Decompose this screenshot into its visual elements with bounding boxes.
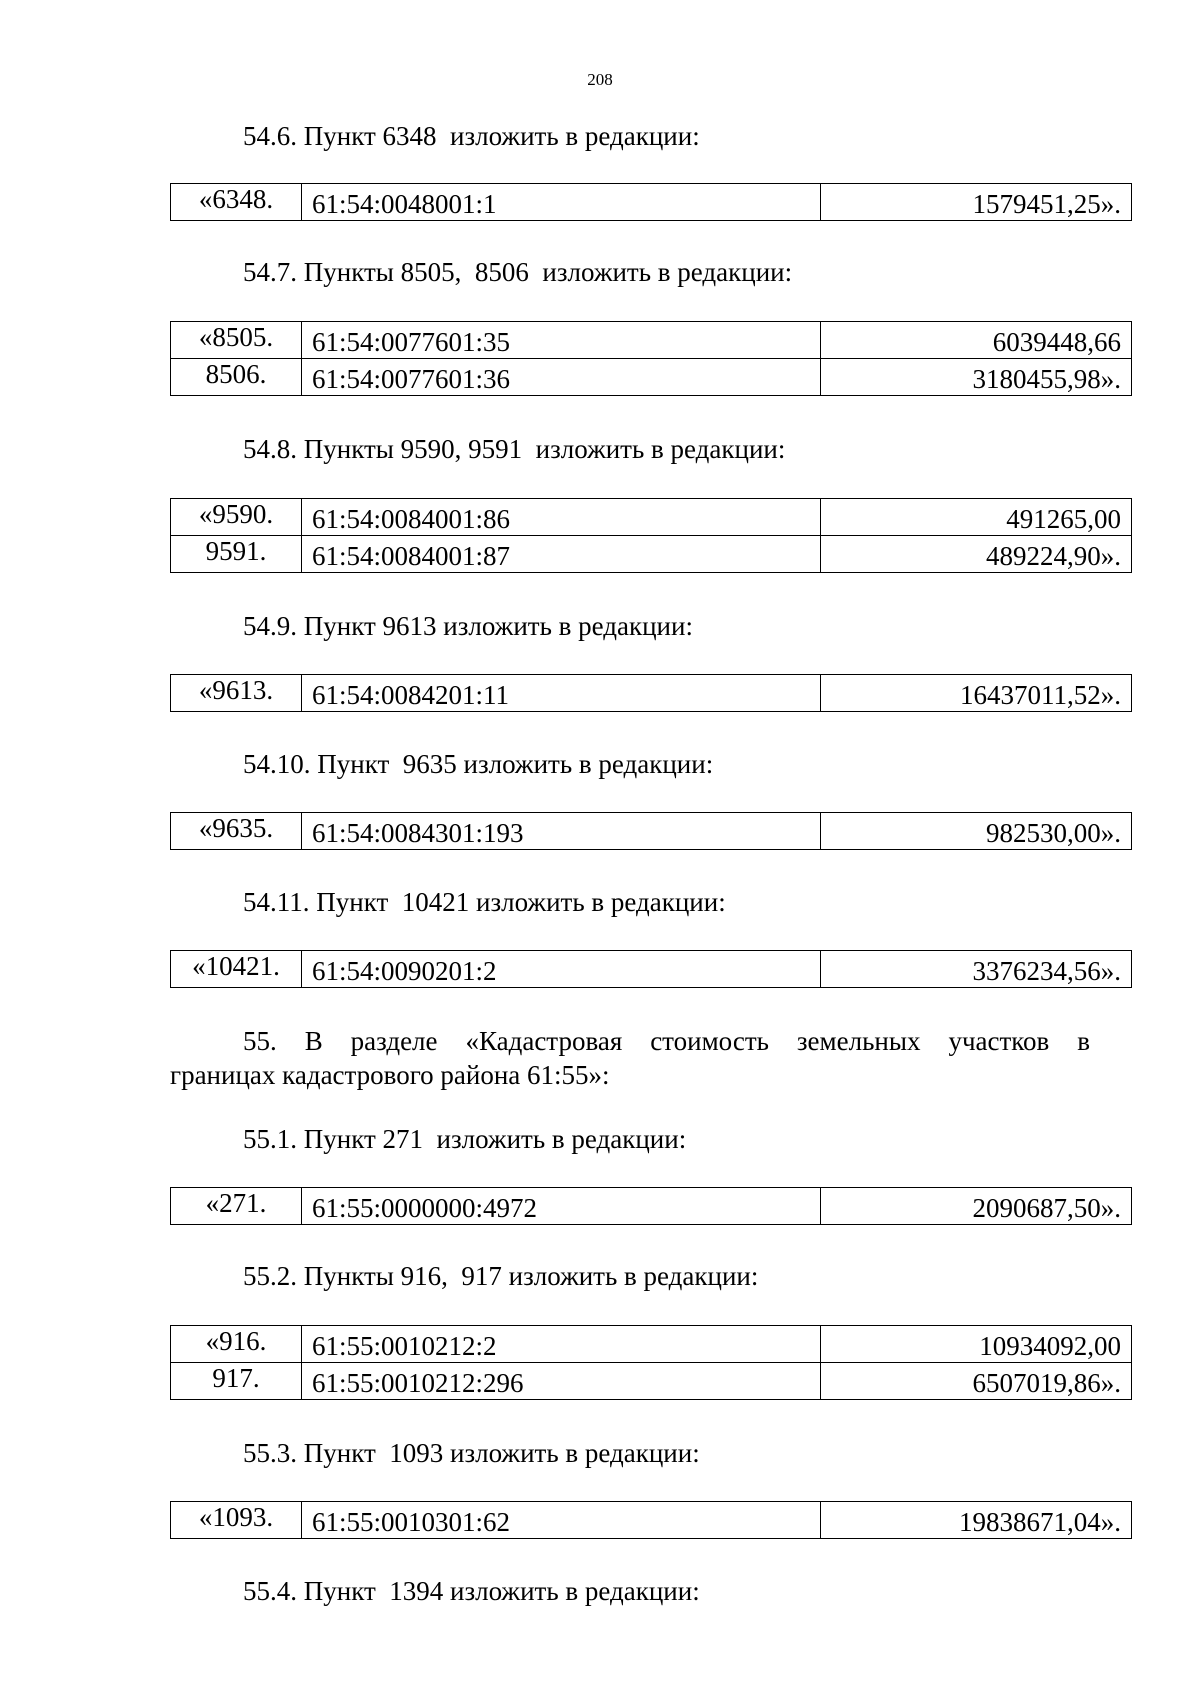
paragraph-55	[170, 1024, 1090, 1092]
cadastral-value: 1579451,25».	[821, 184, 1132, 221]
paragraph-55-4: 55.4. Пункт 1394 изложить в редакции:	[243, 1576, 700, 1606]
paragraph-54-9: 54.9. Пункт 9613 изложить в редакции:	[243, 611, 693, 641]
cadastral-number: 61:54:0084001:87	[302, 536, 821, 573]
cadastral-value: 6039448,66	[821, 322, 1132, 359]
word: разделе	[350, 1026, 438, 1056]
item-number: «916.	[171, 1326, 302, 1363]
table-item-6348	[170, 183, 1132, 221]
word: стоимость	[650, 1026, 769, 1056]
cadastral-value: 16437011,52».	[821, 675, 1132, 712]
item-number: «8505.	[171, 322, 302, 359]
paragraph-54-6: 54.6. Пункт 6348 изложить в редакции:	[243, 121, 700, 151]
word: в	[1077, 1026, 1090, 1056]
paragraph-55-line-2: границах кадастрового района 61:55»:	[170, 1060, 610, 1090]
cadastral-number: 61:55:0010212:2	[302, 1326, 821, 1363]
item-number: «6348.	[171, 184, 302, 221]
cadastral-value: 491265,00	[821, 499, 1132, 536]
table-items-916-917	[170, 1325, 1132, 1400]
word: 55.	[243, 1026, 277, 1056]
table-row	[171, 499, 1132, 536]
item-number: 8506.	[171, 359, 302, 396]
cadastral-value: 19838671,04».	[821, 1502, 1132, 1539]
paragraph-54-10: 54.10. Пункт 9635 изложить в редакции:	[243, 749, 714, 779]
cadastral-number: 61:54:0090201:2	[302, 951, 821, 988]
table-row	[171, 1502, 1132, 1539]
cadastral-value: 3180455,98».	[821, 359, 1132, 396]
cadastral-number: 61:54:0084001:86	[302, 499, 821, 536]
paragraph-55-line-1	[170, 1024, 1090, 1058]
table-row	[171, 675, 1132, 712]
item-number: «1093.	[171, 1502, 302, 1539]
word: В	[304, 1026, 323, 1056]
cadastral-value: 6507019,86».	[821, 1363, 1132, 1400]
table-row	[171, 1363, 1132, 1400]
paragraph-55-2: 55.2. Пункты 916, 917 изложить в редакции:	[243, 1261, 759, 1291]
paragraph-55-3: 55.3. Пункт 1093 изложить в редакции:	[243, 1438, 700, 1468]
cadastral-number: 61:54:0084301:193	[302, 813, 821, 850]
paragraph-54-7: 54.7. Пункты 8505, 8506 изложить в редакции:	[243, 257, 793, 287]
paragraph-55-1: 55.1. Пункт 271 изложить в редакции:	[243, 1124, 687, 1154]
table-item-271	[170, 1187, 1132, 1225]
table-row	[171, 359, 1132, 396]
cadastral-value: 3376234,56».	[821, 951, 1132, 988]
table-item-9635	[170, 812, 1132, 850]
table-row	[171, 536, 1132, 573]
table-item-1093	[170, 1501, 1132, 1539]
paragraph-54-8: 54.8. Пункты 9590, 9591 изложить в редакции:	[243, 434, 786, 464]
page-number: 208	[587, 70, 613, 89]
item-number: «9613.	[171, 675, 302, 712]
item-number: «271.	[171, 1188, 302, 1225]
table-item-10421	[170, 950, 1132, 988]
item-number: «9590.	[171, 499, 302, 536]
cadastral-value: 982530,00».	[821, 813, 1132, 850]
cadastral-number: 61:54:0048001:1	[302, 184, 821, 221]
table-items-8505-8506	[170, 321, 1132, 396]
cadastral-number: 61:55:0010212:296	[302, 1363, 821, 1400]
cadastral-number: 61:54:0077601:36	[302, 359, 821, 396]
cadastral-number: 61:55:0010301:62	[302, 1502, 821, 1539]
table-row	[171, 1326, 1132, 1363]
word: «Кадастровая	[465, 1026, 623, 1056]
cadastral-value: 10934092,00	[821, 1326, 1132, 1363]
word: участков	[948, 1026, 1050, 1056]
table-items-9590-9591	[170, 498, 1132, 573]
table-row	[171, 184, 1132, 221]
table-item-9613	[170, 674, 1132, 712]
word: земельных	[796, 1026, 921, 1056]
item-number: «10421.	[171, 951, 302, 988]
cadastral-value: 2090687,50».	[821, 1188, 1132, 1225]
cadastral-value: 489224,90».	[821, 536, 1132, 573]
table-row	[171, 951, 1132, 988]
item-number: «9635.	[171, 813, 302, 850]
item-number: 9591.	[171, 536, 302, 573]
table-row	[171, 813, 1132, 850]
cadastral-number: 61:54:0077601:35	[302, 322, 821, 359]
table-row	[171, 322, 1132, 359]
table-row	[171, 1188, 1132, 1225]
cadastral-number: 61:54:0084201:11	[302, 675, 821, 712]
paragraph-54-11: 54.11. Пункт 10421 изложить в редакции:	[243, 887, 726, 917]
item-number: 917.	[171, 1363, 302, 1400]
cadastral-number: 61:55:0000000:4972	[302, 1188, 821, 1225]
